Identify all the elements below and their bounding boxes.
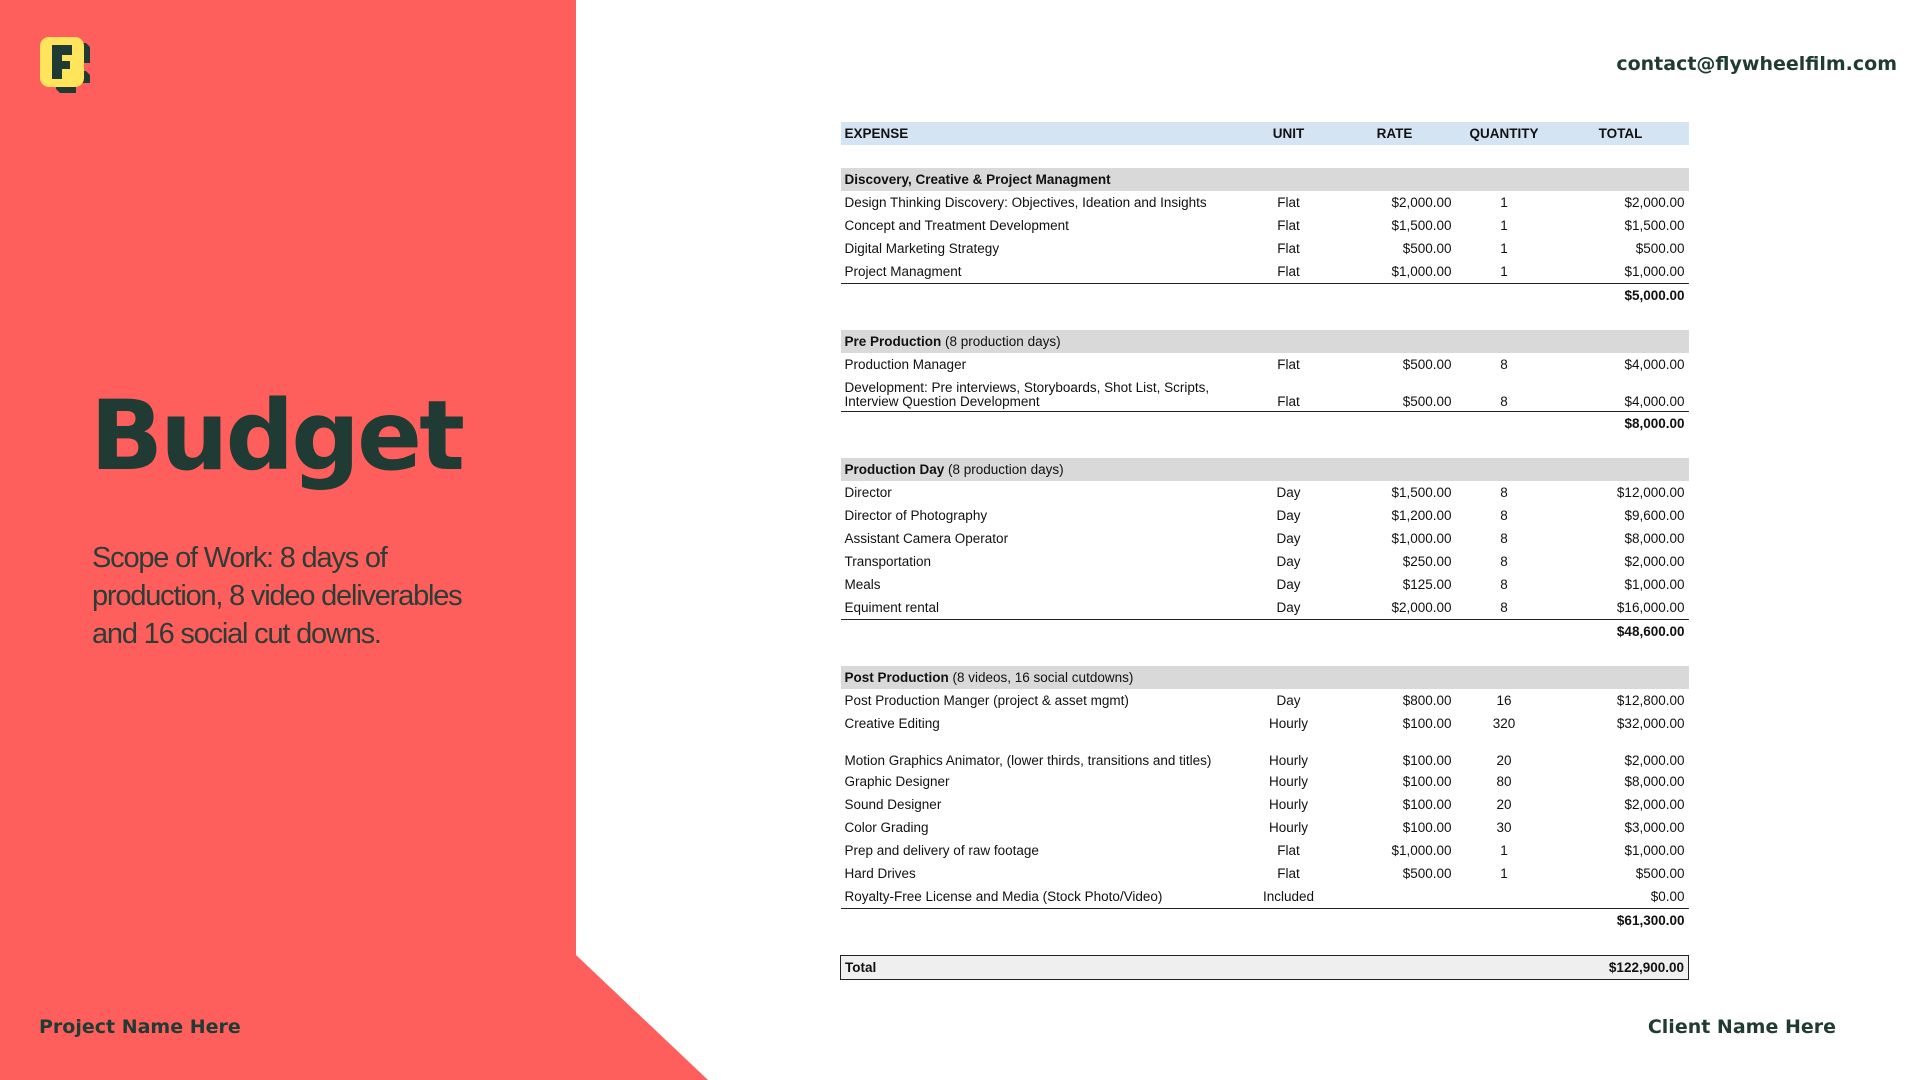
expense-cell: Sound Designer (844, 796, 942, 812)
table-row (841, 596, 1689, 620)
unit-cell: Flat (1277, 217, 1300, 233)
quantity-cell: 1 (1500, 217, 1508, 233)
subtotal-blank-cell (1456, 909, 1553, 933)
quantity-cell: 8 (1500, 530, 1508, 546)
table-row (841, 504, 1689, 527)
expense-cell: Project Managment (841, 260, 1244, 284)
spacer-cell (841, 307, 1244, 330)
quantity-cell: 8 (1500, 553, 1508, 569)
section-fill-cell (1456, 330, 1553, 353)
unit-cell: Day (1276, 553, 1301, 569)
rate-cell: $1,200.00 (1391, 507, 1452, 523)
table-row (841, 712, 1689, 735)
expense-cell: Director (844, 484, 892, 500)
section-note: (8 production days) (941, 333, 1061, 349)
rate-cell: $100.00 (1402, 796, 1452, 812)
rate-cell: $1,000.00 (1334, 260, 1456, 284)
spacer-row (841, 435, 1689, 458)
header-unit: UNIT (1244, 122, 1334, 145)
subtotal-value: $61,300.00 (1616, 912, 1685, 928)
expense-cell: Motion Graphics Animator, (lower thirds, transitions and titles) (844, 753, 1212, 768)
quantity-cell: 30 (1496, 819, 1512, 835)
rate-cell: $1,000.00 (1391, 842, 1452, 858)
grand-total-row (841, 956, 1689, 980)
quantity-cell: 1 (1500, 194, 1508, 210)
unit-cell: Flat (1277, 194, 1300, 210)
scope-of-work-text: Scope of Work: 8 days of production, 8 video deliverables and 16 social cut downs. (92, 542, 462, 650)
expense-cell: Prep and delivery of raw footage (844, 842, 1039, 858)
rate-cell: $100.00 (1402, 819, 1452, 835)
quantity-cell: 8 (1500, 356, 1508, 372)
unit-cell: Hourly (1268, 753, 1308, 768)
spacer-row (841, 307, 1689, 330)
expense-cell: Assistant Camera Operator (844, 530, 1009, 546)
subtotal-blank-cell (841, 620, 1244, 644)
spacer-cell (1553, 435, 1689, 458)
unit-cell: Flat (1277, 865, 1300, 881)
spacer-cell (841, 643, 1244, 666)
contact-email[interactable]: contact@flywheelfilm.com (1616, 53, 1897, 75)
rate-cell: $100.00 (1402, 773, 1452, 789)
subtotal-row (841, 412, 1689, 436)
quantity-cell (1456, 885, 1553, 909)
subtotal-blank-cell (1244, 284, 1334, 308)
spacer-cell (1456, 307, 1553, 330)
section-fill-cell (1244, 330, 1334, 353)
grand-total-blank-cell (1334, 956, 1456, 980)
spacer-row (841, 145, 1689, 168)
expense-cell: Hard Drives (844, 865, 916, 881)
spacer-cell (841, 932, 1244, 956)
subtotal-value: $5,000.00 (1624, 287, 1685, 303)
section-note: (8 videos, 16 social cutdowns) (948, 669, 1134, 685)
subtotal-row (841, 620, 1689, 644)
subtotal-blank-cell (1334, 284, 1456, 308)
spacer-cell (1334, 932, 1456, 956)
grand-total-label: Total (841, 956, 1244, 980)
spacer-cell (1334, 145, 1456, 168)
section-fill-cell (1334, 330, 1456, 353)
subtotal-blank-cell (841, 284, 1244, 308)
total-cell: $9,600.00 (1624, 507, 1685, 523)
table-row (841, 839, 1689, 862)
section-note: (8 production days) (944, 461, 1064, 477)
section-title (841, 666, 1244, 689)
table-row (841, 353, 1689, 376)
unit-cell: Hourly (1268, 773, 1308, 789)
spacer-cell (1456, 145, 1553, 168)
unit-cell: Day (1244, 596, 1334, 620)
expense-cell: Design Thinking Discovery: Objectives, Ideation and Insights (844, 194, 1207, 210)
unit-cell: Flat (1244, 260, 1334, 284)
table-row (841, 689, 1689, 712)
subtotal-blank-cell (1456, 412, 1553, 436)
spacer-cell (841, 435, 1244, 458)
total-cell: $500.00 (1635, 865, 1685, 881)
rate-cell: $1,500.00 (1391, 484, 1452, 500)
page-title: Budget (90, 380, 462, 492)
section-fill-cell (1456, 666, 1553, 689)
subtotal-blank-cell (1334, 412, 1456, 436)
total-cell: $0.00 (1553, 885, 1689, 909)
subtotal-blank-cell (1456, 620, 1553, 644)
unit-cell: Hourly (1268, 715, 1308, 731)
expense-cell: Concept and Treatment Development (844, 217, 1069, 233)
rate-cell: $250.00 (1402, 553, 1452, 569)
expense-cell: Equiment rental (841, 596, 1244, 620)
rate-cell: $800.00 (1402, 692, 1452, 708)
section-fill-cell (1456, 168, 1553, 191)
expense-cell: Creative Editing (844, 715, 940, 731)
total-cell: $12,800.00 (1616, 692, 1685, 708)
section-fill-cell (1553, 330, 1689, 353)
quantity-cell: 1 (1500, 240, 1508, 256)
table-row (841, 550, 1689, 573)
total-cell: $8,000.00 (1624, 530, 1685, 546)
quantity-cell: 8 (1500, 484, 1508, 500)
section-fill-cell (1244, 666, 1334, 689)
unit-cell: Flat (1244, 376, 1334, 412)
unit-cell: Flat (1277, 842, 1300, 858)
subtotal-blank-cell (1244, 909, 1334, 933)
total-cell: $2,000.00 (1624, 194, 1685, 210)
rate-cell: $100.00 (1402, 753, 1452, 768)
section-name: Pre Production (844, 333, 942, 349)
section-name: Production Day (844, 461, 945, 477)
total-cell: $16,000.00 (1553, 596, 1689, 620)
table-row (841, 376, 1689, 412)
table-row (841, 735, 1689, 770)
rate-cell: $1,500.00 (1391, 217, 1452, 233)
table-row (841, 793, 1689, 816)
total-cell: $500.00 (1635, 240, 1685, 256)
section-fill-cell (1553, 168, 1689, 191)
grand-total-blank-cell (1456, 956, 1553, 980)
spacer-cell (1456, 932, 1553, 956)
subtotal-value: $48,600.00 (1616, 623, 1685, 639)
table-header-row (841, 122, 1689, 145)
unit-cell: Day (1276, 692, 1301, 708)
table-row (841, 191, 1689, 214)
spacer-cell (1456, 435, 1553, 458)
spacer-cell (1456, 643, 1553, 666)
total-cell: $2,000.00 (1624, 753, 1685, 768)
expense-cell: Digital Marketing Strategy (844, 240, 1000, 256)
expense-cell: Royalty-Free License and Media (Stock Photo/Video) (841, 885, 1244, 909)
flywheel-f-logo-icon (38, 35, 94, 97)
unit-cell: Flat (1277, 356, 1300, 372)
table-row (841, 573, 1689, 596)
section-fill-cell (1334, 458, 1456, 481)
rate-cell: $500.00 (1334, 376, 1456, 412)
subtotal-blank-cell (1334, 620, 1456, 644)
header-expense: EXPENSE (841, 122, 1244, 145)
expense-cell: Graphic Designer (844, 773, 950, 789)
header-total: TOTAL (1553, 122, 1689, 145)
rate-cell: $1,000.00 (1391, 530, 1452, 546)
spacer-cell (1553, 643, 1689, 666)
spacer-cell (1334, 435, 1456, 458)
table-row (841, 481, 1689, 504)
spacer-cell (1244, 932, 1334, 956)
rate-cell: $2,000.00 (1391, 194, 1452, 210)
section-fill-cell (1456, 458, 1553, 481)
table-row (841, 260, 1689, 284)
total-cell: $2,000.00 (1624, 796, 1685, 812)
rate-cell (1334, 885, 1456, 909)
spacer-cell (1244, 435, 1334, 458)
quantity-cell: 8 (1456, 596, 1553, 620)
rate-cell: $100.00 (1402, 715, 1452, 731)
subtotal-row (841, 909, 1689, 933)
expense-cell: Production Manager (844, 356, 967, 372)
expense-cell: Development: Pre interviews, Storyboards, Shot List, Scripts, Interview Question Development (841, 376, 1244, 412)
section-title (841, 330, 1244, 353)
rate-cell: $500.00 (1402, 356, 1452, 372)
quantity-cell: 20 (1496, 753, 1512, 768)
unit-cell: Hourly (1268, 796, 1308, 812)
subtotal-blank-cell (1244, 412, 1334, 436)
total-cell: $1,500.00 (1624, 217, 1685, 233)
section-header-row (841, 168, 1689, 191)
expense-cell: Transportation (844, 553, 932, 569)
header-rate: RATE (1334, 122, 1456, 145)
subtotal-blank-cell (1244, 620, 1334, 644)
project-name: Project Name Here (39, 1016, 241, 1038)
quantity-cell: 80 (1496, 773, 1512, 789)
section-fill-cell (1334, 168, 1456, 191)
section-header-row (841, 666, 1689, 689)
quantity-cell: 20 (1496, 796, 1512, 812)
table-row (841, 237, 1689, 260)
total-cell: $2,000.00 (1624, 553, 1685, 569)
total-cell: $4,000.00 (1553, 376, 1689, 412)
spacer-cell (1553, 145, 1689, 168)
total-cell: $4,000.00 (1624, 356, 1685, 372)
subtotal-blank-cell (841, 412, 1244, 436)
quantity-cell: 8 (1500, 576, 1508, 592)
section-fill-cell (1553, 458, 1689, 481)
quantity-cell: 1 (1500, 842, 1508, 858)
header-quantity: QUANTITY (1456, 122, 1553, 145)
expense-cell: Color Grading (844, 819, 929, 835)
total-cell: $1,000.00 (1624, 576, 1685, 592)
section-fill-cell (1553, 666, 1689, 689)
table-row (841, 214, 1689, 237)
rate-cell: $125.00 (1402, 576, 1452, 592)
unit-cell: Included (1244, 885, 1334, 909)
spacer-cell (1334, 643, 1456, 666)
total-cell: $1,000.00 (1624, 842, 1685, 858)
table-row (841, 770, 1689, 793)
spacer-cell (1244, 145, 1334, 168)
section-fill-cell (1334, 666, 1456, 689)
table-row (841, 862, 1689, 885)
spacer-cell (1244, 307, 1334, 330)
spacer-cell (1553, 932, 1689, 956)
unit-cell: Day (1276, 530, 1301, 546)
table-row (841, 527, 1689, 550)
subtotal-blank-cell (1456, 284, 1553, 308)
unit-cell: Day (1276, 507, 1301, 523)
client-name: Client Name Here (1647, 1016, 1836, 1038)
section-title (841, 458, 1244, 481)
spacer-row (841, 932, 1689, 956)
total-cell: $1,000.00 (1553, 260, 1689, 284)
quantity-cell: 8 (1500, 507, 1508, 523)
table-row (841, 816, 1689, 839)
section-name: Discovery, Creative & Project Managment (844, 171, 1111, 187)
section-name: Post Production (844, 669, 949, 685)
rate-cell: $500.00 (1402, 865, 1452, 881)
quantity-cell: 16 (1496, 692, 1512, 708)
unit-cell: Hourly (1268, 819, 1308, 835)
grand-total-blank-cell (1244, 956, 1334, 980)
section-header-row (841, 330, 1689, 353)
section-header-row (841, 458, 1689, 481)
budget-table (840, 122, 1689, 980)
subtotal-value: $8,000.00 (1624, 415, 1685, 431)
spacer-cell (841, 145, 1244, 168)
quantity-cell: 1 (1500, 865, 1508, 881)
spacer-cell (1334, 307, 1456, 330)
subtotal-row (841, 284, 1689, 308)
section-fill-cell (1244, 458, 1334, 481)
total-cell: $8,000.00 (1624, 773, 1685, 789)
total-cell: $3,000.00 (1624, 819, 1685, 835)
total-cell: $12,000.00 (1616, 484, 1685, 500)
quantity-cell: 1 (1456, 260, 1553, 284)
expense-cell: Director of Photography (844, 507, 988, 523)
quantity-cell: 8 (1456, 376, 1553, 412)
rate-cell: $500.00 (1402, 240, 1452, 256)
subtotal-blank-cell (1334, 909, 1456, 933)
rate-cell: $2,000.00 (1334, 596, 1456, 620)
spacer-cell (1244, 643, 1334, 666)
expense-cell: Post Production Manger (project & asset mgmt) (844, 692, 1129, 708)
spacer-row (841, 643, 1689, 666)
unit-cell: Flat (1277, 240, 1300, 256)
unit-cell: Day (1276, 484, 1301, 500)
unit-cell: Day (1276, 576, 1301, 592)
section-fill-cell (1244, 168, 1334, 191)
table-row (841, 885, 1689, 909)
total-cell: $32,000.00 (1616, 715, 1685, 731)
expense-cell: Meals (844, 576, 881, 592)
grand-total-value: $122,900.00 (1553, 956, 1689, 980)
subtotal-blank-cell (841, 909, 1244, 933)
section-title (841, 168, 1244, 191)
quantity-cell: 320 (1492, 715, 1516, 731)
spacer-cell (1553, 307, 1689, 330)
